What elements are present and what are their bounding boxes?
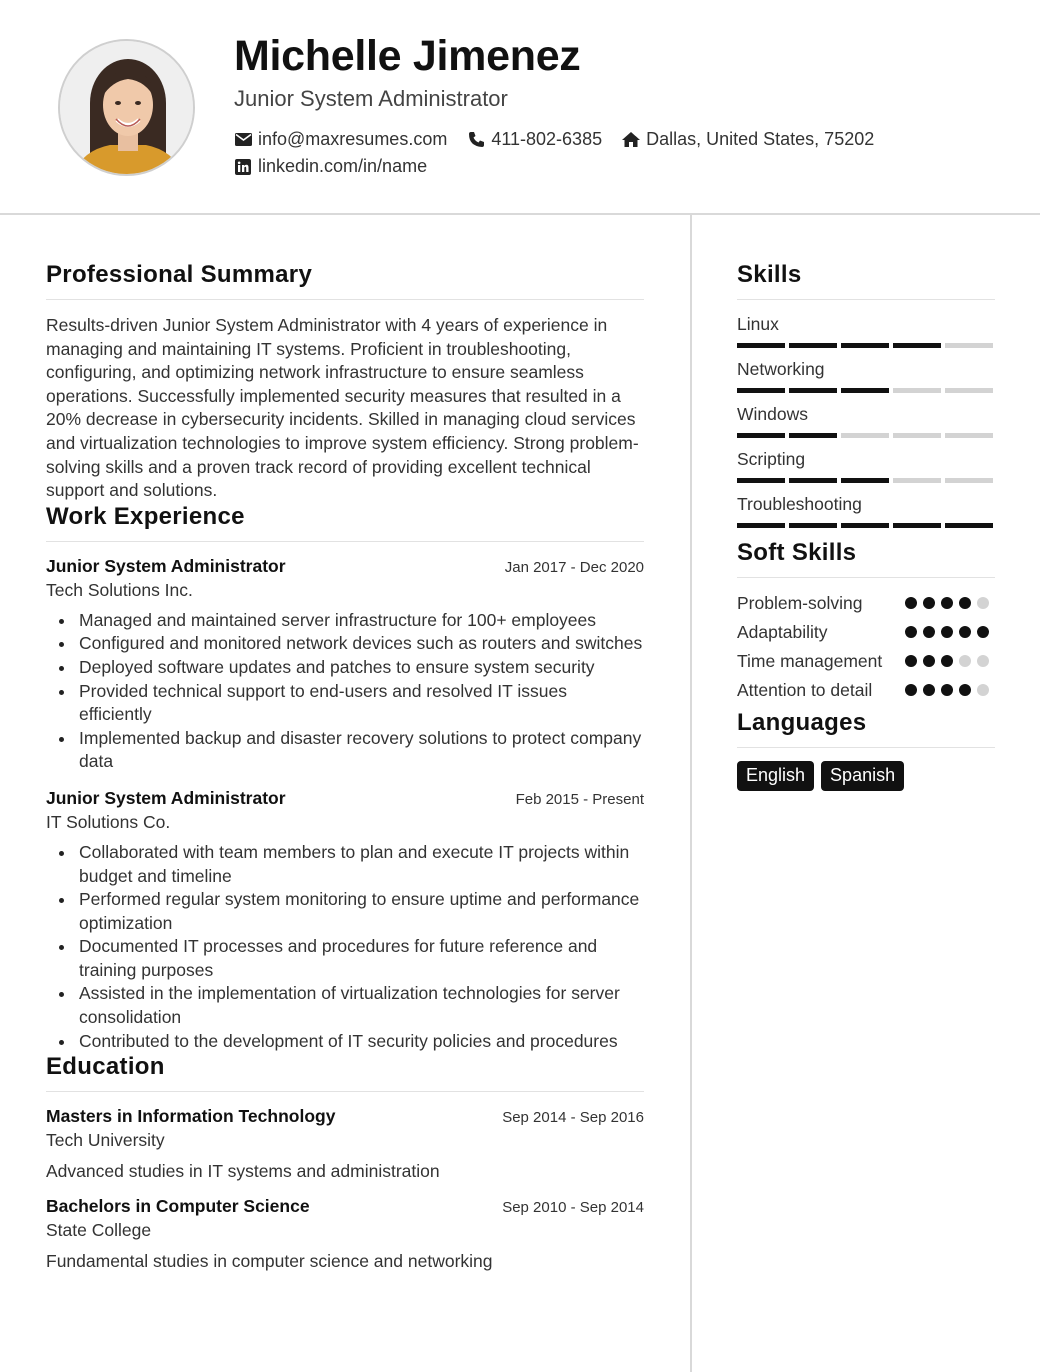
skill-level-bar — [737, 478, 995, 483]
skill-level-segment — [841, 343, 889, 348]
contact-row — [234, 156, 447, 177]
job-company: Tech Solutions Inc. — [46, 579, 193, 600]
sidebar-column — [737, 215, 995, 791]
rating-dot — [941, 655, 953, 667]
section-rule — [737, 299, 995, 300]
skill-level-bar — [737, 388, 995, 393]
skill-level-segment — [737, 478, 785, 483]
skill-level-bar — [737, 343, 995, 348]
skill-level-segment — [841, 388, 889, 393]
soft-skill-rating — [905, 649, 995, 674]
contact-row — [234, 129, 894, 150]
rating-dot — [941, 597, 953, 609]
rating-dot — [959, 597, 971, 609]
envelope-icon — [234, 131, 252, 149]
skill-level-segment — [945, 388, 993, 393]
job-bullets — [46, 609, 644, 774]
candidate-title: Junior System Administrator — [234, 86, 508, 111]
education-date: Sep 2014 - Sep 2016 — [502, 1109, 644, 1127]
skill-level-segment — [893, 433, 941, 438]
list-item: Deployed software updates and patches to ensure system security — [46, 656, 644, 680]
skill-level-segment — [841, 523, 889, 528]
list-item: Provided technical support to end-users and resolved IT issues efficiently — [46, 680, 644, 727]
soft-skill-rating — [905, 620, 995, 645]
section-rule — [737, 577, 995, 578]
section-heading: Work Experience — [46, 502, 245, 530]
summary-text: Results-driven Junior System Administrator with 4 years of experience in managing and maintaining IT systems. Proficient in troubleshooting, configuring, and optimizing network infrastructure to ensure seamless operations. Successfully implemented security measures that resulted in a 20% decrease in cybersecurity incidents. Skilled in managing cloud services and virtualization technologies to improve system efficiency. Strong problem-solving skills and a proven track record of providing excellent technical support and solutions. — [46, 315, 639, 501]
skill-level-bar — [737, 523, 995, 528]
rating-dot — [977, 597, 989, 609]
section-heading: Skills — [737, 261, 802, 288]
skill-level-segment — [893, 523, 941, 528]
skill-level-segment — [893, 478, 941, 483]
soft-skill-rating — [905, 678, 995, 703]
school-name: State College — [46, 1220, 152, 1241]
skill-name: Scripting — [737, 449, 806, 469]
skill-name: Networking — [737, 359, 825, 379]
rating-dot — [977, 626, 989, 638]
skill-level-segment — [789, 388, 837, 393]
contact-email-text: info@maxresumes.com — [258, 129, 448, 149]
rating-dot — [959, 626, 971, 638]
main-column — [46, 215, 644, 1272]
skill-level-bar — [737, 433, 995, 438]
linkedin-icon — [234, 158, 252, 176]
skill-level-segment — [789, 478, 837, 483]
section-heading: Professional Summary — [46, 261, 313, 288]
rating-dot — [905, 597, 917, 609]
education-date: Sep 2010 - Sep 2014 — [502, 1199, 644, 1217]
skills-section — [737, 261, 995, 528]
rating-dot — [959, 684, 971, 696]
language-tag: English — [737, 761, 814, 791]
soft-skill-row — [737, 678, 995, 703]
candidate-name: Michelle Jimenez — [234, 32, 581, 80]
soft-skill-row — [737, 591, 995, 616]
list-item: Implemented backup and disaster recovery solutions to protect company data — [46, 727, 644, 774]
skill-level-segment — [789, 523, 837, 528]
soft-skills-section — [737, 539, 995, 703]
rating-dot — [905, 626, 917, 638]
experience-section — [46, 503, 644, 1054]
education-section — [46, 1053, 644, 1272]
skill-level-segment — [737, 343, 785, 348]
profile-photo — [58, 39, 195, 176]
skill-row — [737, 494, 995, 528]
soft-skill-rating — [905, 591, 995, 616]
section-heading: Languages — [737, 709, 867, 736]
list-item: Configured and monitored network devices such as routers and switches — [46, 632, 644, 656]
skill-level-segment — [789, 433, 837, 438]
education-description: Advanced studies in IT systems and administration — [46, 1161, 440, 1182]
section-rule — [46, 541, 644, 542]
rating-dot — [923, 597, 935, 609]
job-date: Jan 2017 - Dec 2020 — [504, 558, 644, 576]
soft-skill-name: Time management — [737, 651, 883, 671]
column-divider — [690, 215, 692, 1372]
contact-phone-text: 411-802-6385 — [491, 129, 603, 149]
language-tag: Spanish — [821, 761, 904, 791]
skill-row — [737, 359, 995, 393]
skill-level-segment — [737, 433, 785, 438]
skill-level-segment — [789, 343, 837, 348]
contact-phone[interactable] — [467, 129, 602, 150]
rating-dot — [923, 626, 935, 638]
skill-level-segment — [945, 343, 993, 348]
rating-dot — [977, 655, 989, 667]
contact-location-text: Dallas, United States, 75202 — [646, 129, 875, 149]
rating-dot — [923, 655, 935, 667]
rating-dot — [959, 655, 971, 667]
rating-dot — [905, 655, 917, 667]
language-tags — [737, 761, 995, 791]
list-item: Collaborated with team members to plan and execute IT projects within budget and timeline — [46, 841, 644, 888]
job-company: IT Solutions Co. — [46, 811, 171, 832]
job-entry — [46, 788, 644, 1053]
list-item: Assisted in the implementation of virtualization technologies for server consolidation — [46, 982, 644, 1029]
contact-location — [622, 129, 874, 150]
list-item: Performed regular system monitoring to ensure uptime and performance optimization — [46, 888, 644, 935]
section-rule — [46, 1091, 644, 1092]
rating-dot — [923, 684, 935, 696]
skills-list — [737, 314, 995, 528]
rating-dot — [941, 626, 953, 638]
soft-skills-list — [737, 591, 995, 703]
soft-skill-name: Adaptability — [737, 622, 828, 642]
skill-level-segment — [945, 433, 993, 438]
skill-level-segment — [737, 523, 785, 528]
skill-row — [737, 404, 995, 438]
job-bullets — [46, 841, 644, 1053]
rating-dot — [977, 684, 989, 696]
list-item: Managed and maintained server infrastructure for 100+ employees — [46, 609, 644, 633]
skill-level-segment — [945, 523, 993, 528]
soft-skill-row — [737, 620, 995, 645]
skill-level-segment — [945, 478, 993, 483]
skill-level-segment — [737, 388, 785, 393]
contact-linkedin[interactable] — [234, 156, 427, 177]
skill-level-segment — [841, 478, 889, 483]
skill-row — [737, 449, 995, 483]
home-icon — [622, 131, 640, 149]
skill-row — [737, 314, 995, 348]
contact-linkedin-text: linkedin.com/in/name — [258, 156, 428, 176]
skill-level-segment — [841, 433, 889, 438]
job-title: Junior System Administrator — [46, 787, 286, 808]
job-entry — [46, 556, 644, 774]
skill-name: Troubleshooting — [737, 494, 862, 514]
soft-skill-row — [737, 649, 995, 674]
rating-dot — [905, 684, 917, 696]
list-item: Documented IT processes and procedures for future reference and training purposes — [46, 935, 644, 982]
summary-section — [46, 261, 644, 503]
job-title: Junior System Administrator — [46, 555, 286, 576]
education-entry — [46, 1106, 644, 1182]
soft-skill-name: Problem-solving — [737, 593, 863, 613]
resume-header — [0, 0, 1040, 215]
skill-name: Linux — [737, 314, 779, 334]
list-item: Contributed to the development of IT security policies and procedures — [46, 1030, 644, 1054]
section-heading: Soft Skills — [737, 539, 857, 566]
skill-level-segment — [893, 343, 941, 348]
rating-dot — [941, 684, 953, 696]
section-rule — [737, 747, 995, 748]
skill-level-segment — [893, 388, 941, 393]
skill-name: Windows — [737, 404, 808, 424]
section-rule — [46, 299, 644, 300]
languages-section — [737, 709, 995, 791]
education-description: Fundamental studies in computer science and networking — [46, 1251, 493, 1272]
degree-title: Masters in Information Technology — [46, 1106, 336, 1127]
soft-skill-name: Attention to detail — [737, 680, 873, 700]
school-name: Tech University — [46, 1130, 165, 1151]
contact-email[interactable] — [234, 129, 447, 150]
job-date: Feb 2015 - Present — [515, 790, 644, 808]
section-heading: Education — [46, 1053, 165, 1081]
degree-title: Bachelors in Computer Science — [46, 1196, 310, 1217]
education-entry — [46, 1196, 644, 1272]
phone-icon — [467, 131, 485, 149]
